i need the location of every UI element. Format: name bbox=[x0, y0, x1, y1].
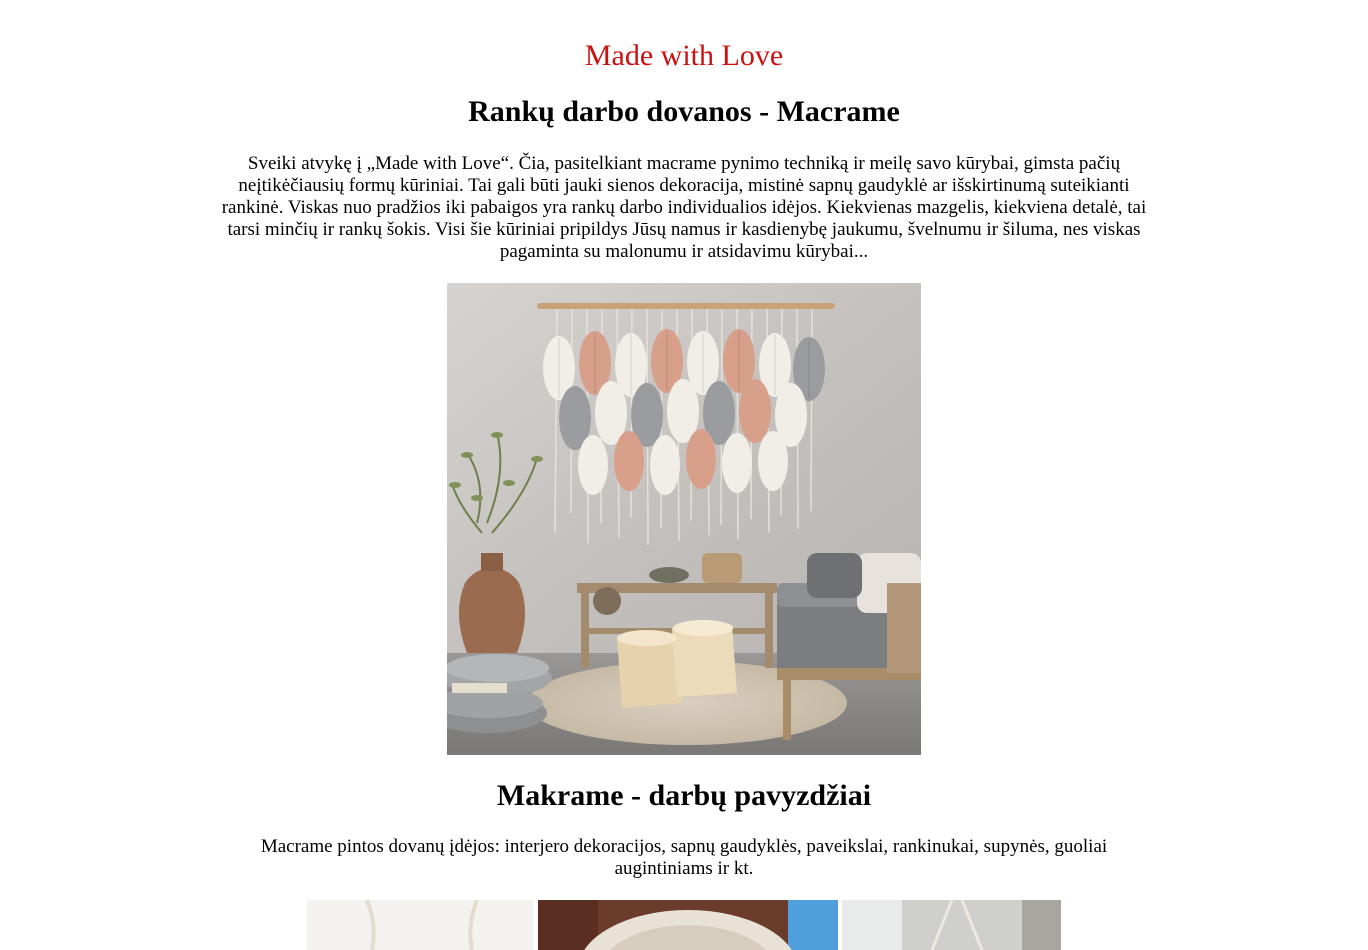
hero-image-macrame-wall-hanging bbox=[447, 283, 921, 755]
thumbnail-image-1[interactable] bbox=[307, 900, 533, 950]
intro-paragraph: Sveiki atvykę į „Made with Love“. Čia, pasitelkiant macrame pynimo techniką ir meilę savo kūrybai, gimsta pačių neįtikėčiausių formų kūriniai. Tai gali būti jauki sienos dekoracija, mistinė sapnų gaudyklė ar išskirtinumą suteikianti rankinė. Viskas nuo pradžios iki pabaigos yra rankų darbo individualios idėjos. Kiekvienas mazgelis, kiekviena detalė, tai tarsi minčių ir rankų šokis. Visi šie kūriniai pripildys Jūsų namus ir kasdienybę jaukumu, švelnumu ir šiluma, nes viskas pagaminta su malonumu ir atsidavimu kūrybai... bbox=[221, 153, 1147, 262]
examples-description: Macrame pintos dovanų įdėjos: interjero dekoracijos, sapnų gaudyklės, paveikslai, rankinukai, supynės, guoliai augintiniams ir kt. bbox=[260, 836, 1108, 879]
thumbnail-image-2[interactable] bbox=[538, 900, 838, 950]
thumbnail-image-3[interactable] bbox=[842, 900, 1061, 950]
page-title: Rankų darbo dovanos - Macrame bbox=[468, 95, 900, 128]
section-title-examples: Makrame - darbų pavyzdžiai bbox=[496, 779, 872, 812]
brand-title[interactable]: Made with Love bbox=[584, 39, 784, 72]
